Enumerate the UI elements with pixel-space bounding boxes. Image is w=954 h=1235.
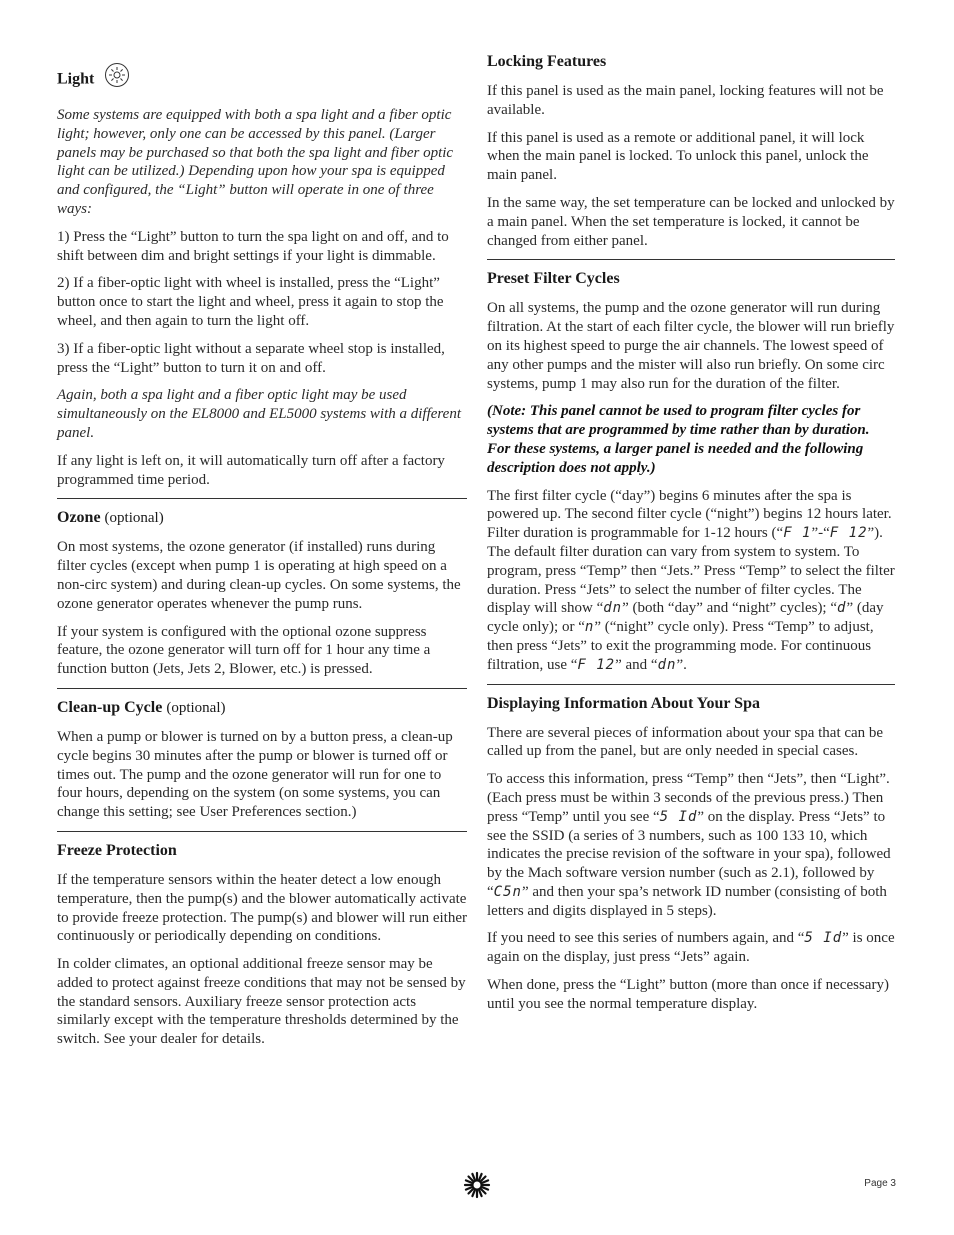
page-number: Page 3 bbox=[864, 1178, 896, 1189]
light-heading bbox=[57, 64, 467, 96]
display-info-title: Displaying Information About Your Spa bbox=[487, 694, 760, 712]
ozone-optional: (optional) bbox=[104, 510, 164, 527]
filter-p2-b: ”-“ bbox=[811, 525, 830, 542]
freeze-section bbox=[57, 831, 467, 1049]
display-code-sid: 5 Id bbox=[659, 808, 698, 825]
filter-p2-h: ”. bbox=[676, 656, 687, 673]
right-column bbox=[487, 52, 895, 1023]
display-code-f12-continuous: F 12 bbox=[577, 656, 616, 673]
display-info-p2-b: ” on the display. Press “Jets” to see the SSID (a series of 3 numbers, such as 100 133 10, which indicates the precise revision of the software in your spa), followed by the Mach software version number (such as 2.1), followed by “ bbox=[487, 808, 891, 900]
ozone-heading bbox=[57, 508, 467, 528]
display-info-p3-b: ” is once again on the display, just press “Jets” again. bbox=[487, 930, 895, 966]
display-code-dn-continuous: dn bbox=[657, 656, 677, 673]
filter-p2-g: ” and “ bbox=[615, 656, 658, 673]
display-code-f1: F 1 bbox=[783, 525, 812, 542]
display-info-section bbox=[487, 684, 895, 1014]
display-info-p1: There are several pieces of information about your spa that can be called up from the panel, but are only needed in special cases. bbox=[487, 724, 884, 760]
light-again: Again, both a spa light and a fiber optic light may be used simultaneously on the EL8000 and EL5000 systems with a different panel. bbox=[57, 387, 462, 441]
display-info-p2 bbox=[487, 770, 895, 920]
filter-section bbox=[487, 259, 895, 674]
display-code-n: n bbox=[584, 619, 595, 636]
light-bulb-icon bbox=[104, 62, 130, 94]
ozone-title: Ozone bbox=[57, 509, 101, 527]
left-column bbox=[57, 52, 467, 1058]
display-info-p4: When done, press the “Light” button (more than once if necessary) until you see the normal temperature display. bbox=[487, 977, 889, 1012]
freeze-p1: If the temperature sensors within the heater detect a low enough temperature, then the pump(s) and the blower automatically activate to provide freeze protection. The pump(s) and blower will run either continuously or periodically depending on conditions. bbox=[57, 871, 468, 945]
display-info-p3-a: If you need to see this series of numbers again, and “ bbox=[487, 930, 805, 947]
display-info-p3 bbox=[487, 929, 895, 967]
locking-p2: If this panel is used as a remote or additional panel, it will lock when the main panel is locked. To unlock this panel, unlock the main panel. bbox=[487, 129, 869, 184]
filter-p1: On all systems, the pump and the ozone generator will run during filtration. At the start of each filter cycle, the blower will run briefly on its highest speed to purge the air channels. The lowest speed of any other pumps and the mister will also run briefly. On some circ systems, pump 1 may also run for the duration of the filter. bbox=[487, 300, 895, 392]
light-item-2: 2) If a fiber-optic light with wheel is installed, press the “Light” button once to start the light and wheel, press it again to stop the wheel, and then again to turn the light off. bbox=[57, 275, 444, 329]
light-item-3: 3) If a fiber-optic light without a separate wheel stop is installed, press the “Light” button to turn it on and off. bbox=[57, 340, 445, 376]
light-title: Light bbox=[57, 70, 95, 88]
display-code-sid-again: 5 Id bbox=[804, 930, 843, 947]
filter-p2 bbox=[487, 487, 895, 675]
locking-title: Locking Features bbox=[487, 53, 607, 70]
starburst-logo-icon bbox=[463, 1171, 491, 1199]
cleanup-title: Clean-up Cycle bbox=[57, 698, 163, 716]
filter-p2-c: ”). The default filter duration can vary from system to system. To program, press “Temp” then “Jets.” Press “Temp” to select the filter duration. Press “Jets” to select the number of filter cycles. The display will show “ bbox=[487, 525, 895, 617]
cleanup-optional: (optional) bbox=[166, 699, 226, 716]
light-intro: Some systems are equipped with both a spa light and a fiber optic light; however, only one can be accessed by this panel. (Larger panels may be purchased so that both the spa light and fiber optic light can be utilized.) Depending upon how your spa is equipped and configured, the “Light” button will operate in one of three ways: bbox=[57, 107, 454, 217]
light-section bbox=[57, 64, 467, 489]
locking-p3: In the same way, the set temperature can be locked and unlocked by a main panel. When the set temperature is locked, it cannot be changed from either panel. bbox=[487, 194, 895, 249]
filter-p2-e: ” (day cycle only); or “ bbox=[487, 600, 884, 636]
ozone-p1: On most systems, the ozone generator (if installed) runs during filter cycles (except when pump 1 is operating at high speed on a non-circ system) and during clean-up cycles. On some systems, the ozone generator operates whenever the pump runs. bbox=[57, 539, 461, 612]
ozone-p2: If your system is configured with the optional ozone suppress feature, the ozone generator will turn off for 1 hour any time a function button (Jets, Jets 2, Blower, etc.) is pressed. bbox=[57, 623, 431, 678]
ozone-section bbox=[57, 498, 467, 679]
locking-section bbox=[487, 52, 895, 250]
cleanup-heading bbox=[57, 698, 467, 718]
display-code-csn: C5n bbox=[493, 883, 522, 900]
filter-p2-d: ” (both “day” and “night” cycles); “ bbox=[622, 600, 838, 617]
light-auto-off: If any light is left on, it will automatically turn off after a factory programmed time period. bbox=[57, 452, 445, 488]
cleanup-p1: When a pump or blower is turned on by a button press, a clean-up cycle begins 30 minutes after the pump or blower is turned off or times out. The pump and the ozone generator will run for one to four hours, depending on the system (on some systems, you can change this setting; see User Preferences section.) bbox=[57, 728, 453, 821]
freeze-p2: In colder climates, an optional additional freeze sensor may be added to protect against freeze conditions that may not be sensed by the standard sensors. Auxiliary freeze sensor protection acts similarly except with the temperature thresholds determined by the switch. See your dealer for details. bbox=[57, 956, 466, 1048]
filter-note: (Note: This panel cannot be used to program filter cycles for systems that are programmed by time rather than by duration. For these systems, a larger panel is needed and the following description does not apply.) bbox=[487, 403, 870, 476]
cleanup-section bbox=[57, 688, 467, 822]
display-code-dn: dn bbox=[603, 600, 623, 617]
filter-title: Preset Filter Cycles bbox=[487, 270, 620, 288]
filter-p2-a: The first filter cycle (“day”) begins 6 minutes after the spa is powered up. The second filter cycle (“night”) begins 12 hours later. Filter duration is programmable for 1-12 hours (“ bbox=[487, 487, 892, 542]
locking-p1: If this panel is used as the main panel, locking features will not be available. bbox=[487, 83, 884, 118]
filter-p2-f: ” (“night” cycle only). Press “Temp” to adjust, then press “Jets” to exit the programming mode. For continuous filtration, use “ bbox=[487, 619, 874, 673]
display-code-d: d bbox=[837, 600, 847, 617]
freeze-title: Freeze Protection bbox=[57, 841, 177, 859]
display-code-f12: F 12 bbox=[829, 525, 868, 542]
display-info-p2-a: To access this information, press “Temp” then “Jets”, then “Light”. (Each press must be within 3 seconds of the previous press.) Then press “Temp” until you see “ bbox=[487, 771, 890, 825]
display-info-p2-c: ” and then your spa’s network ID number (consisting of both letters and digits displayed in 5 steps). bbox=[487, 883, 887, 919]
light-item-1: 1) Press the “Light” button to turn the spa light on and off, and to shift between dim and bright settings if your light is dimmable. bbox=[57, 228, 449, 264]
